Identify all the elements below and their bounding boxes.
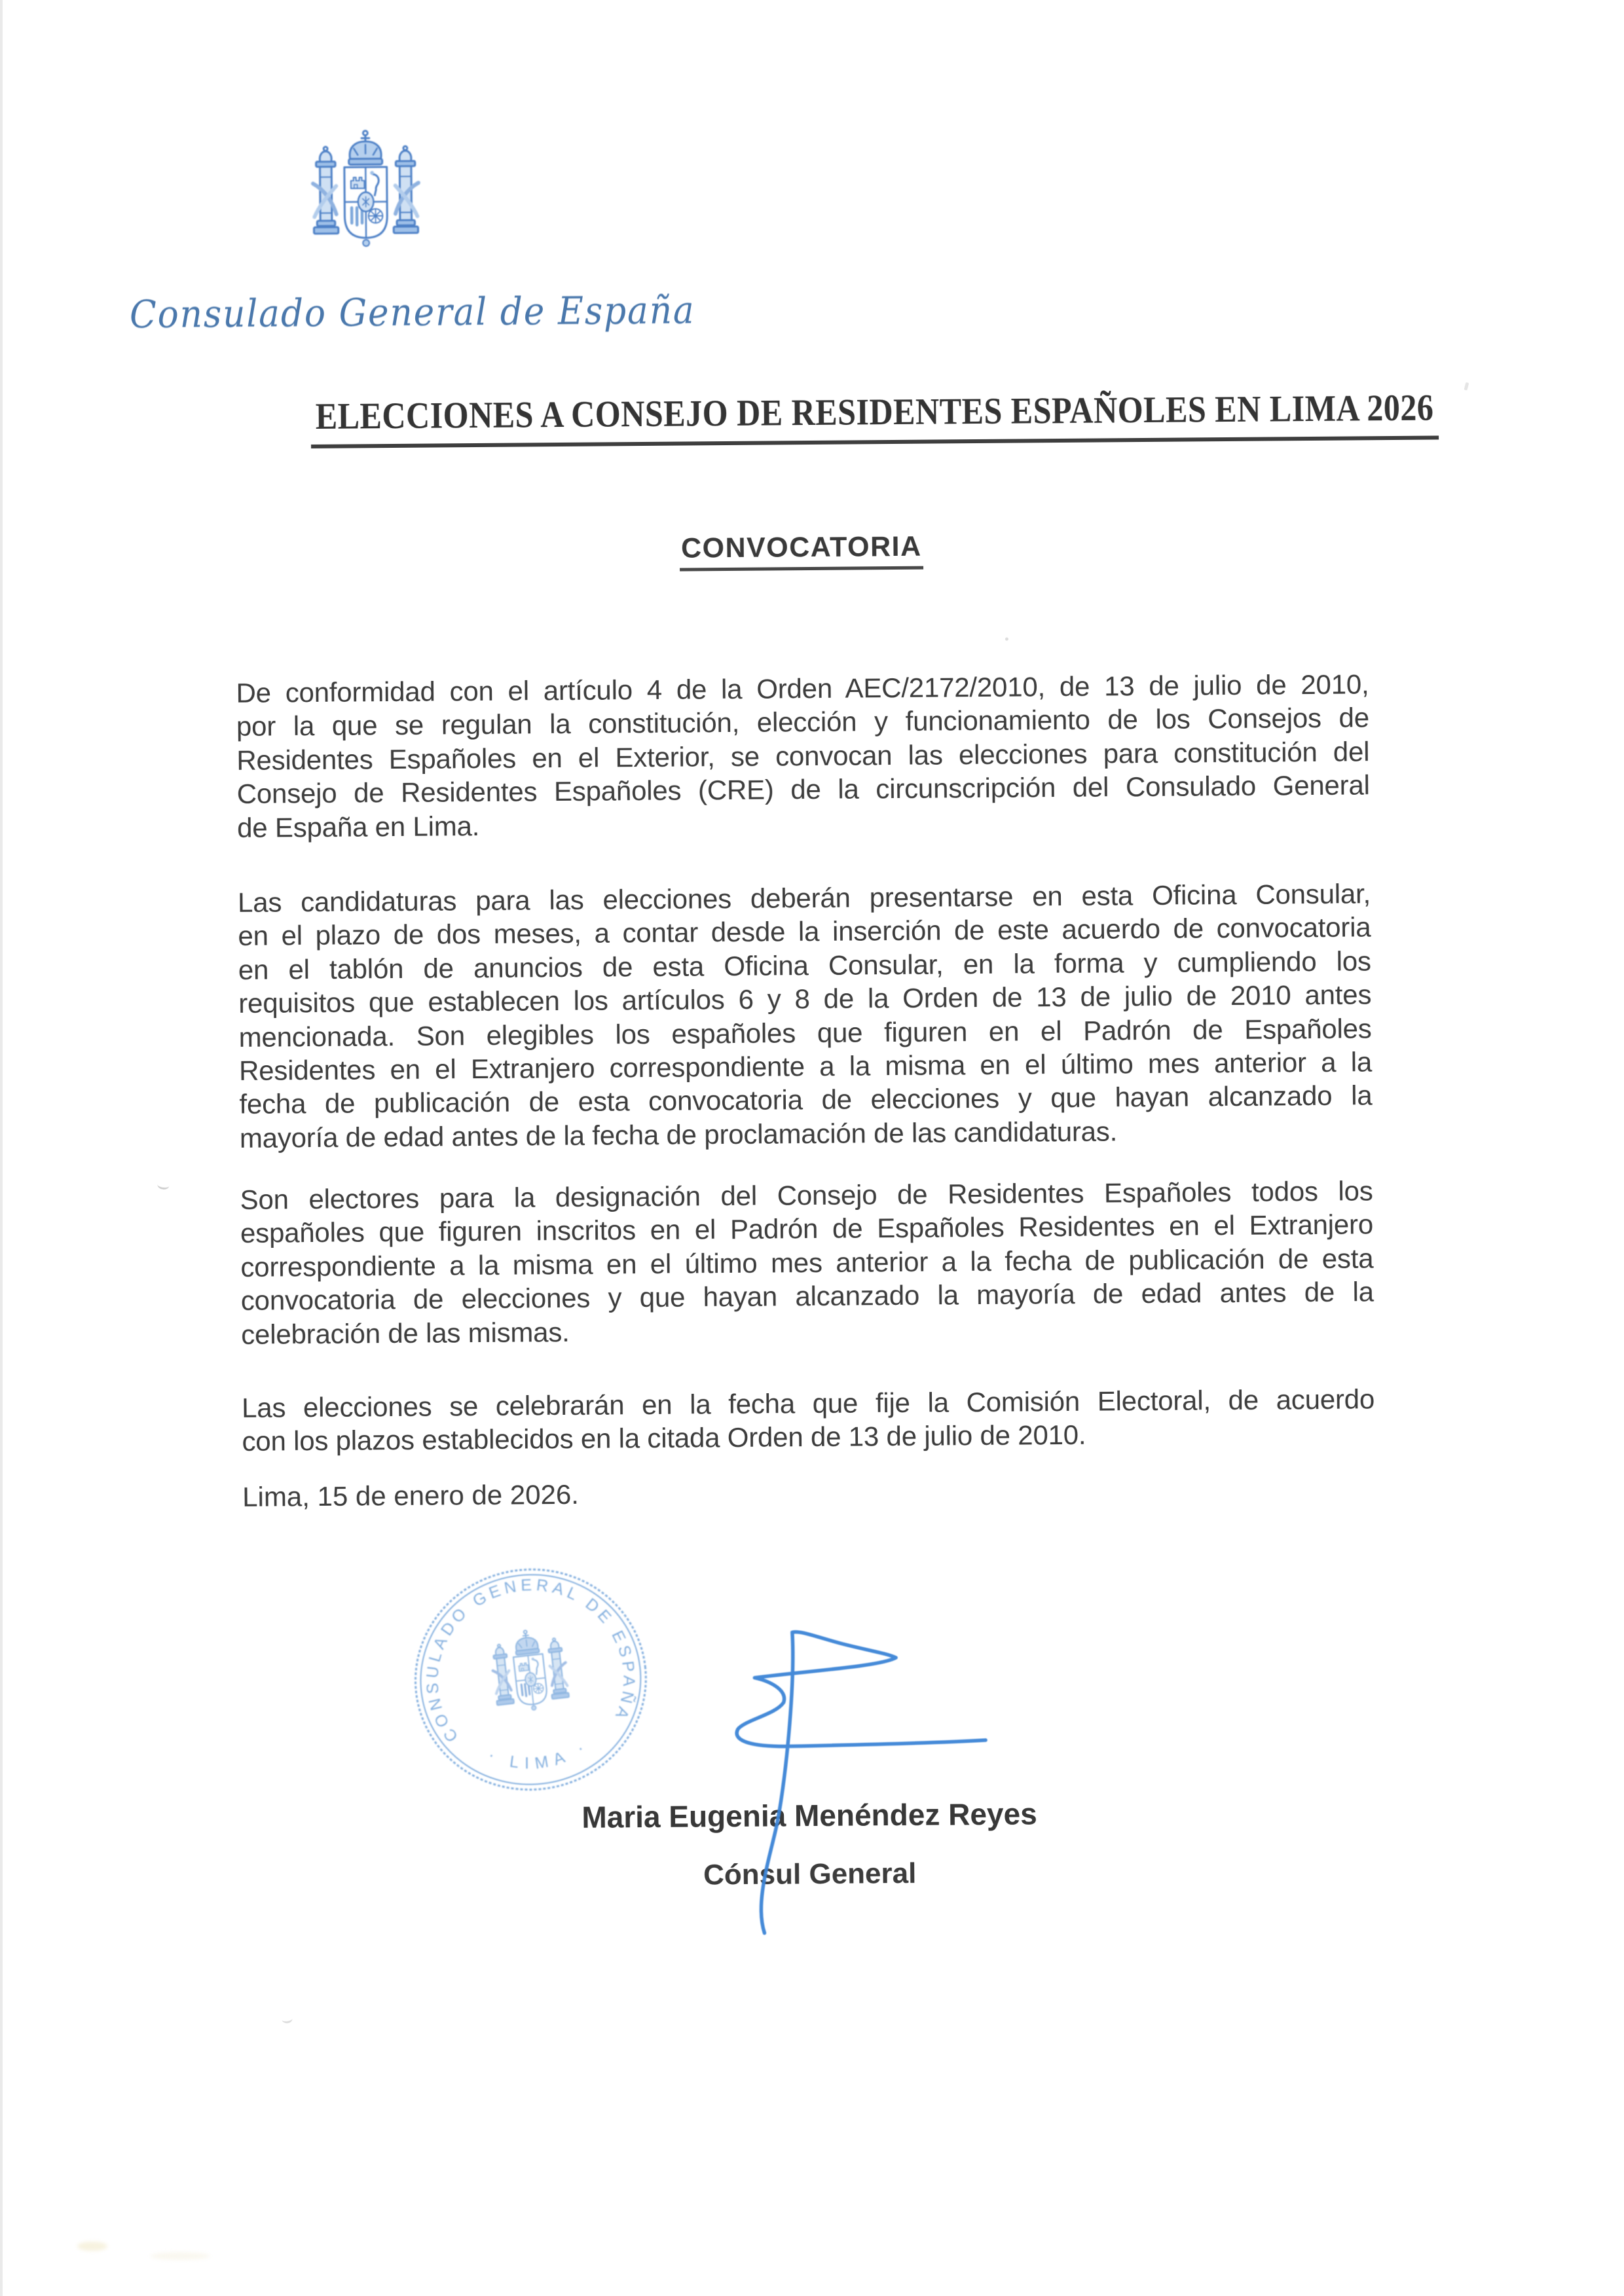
scan-artifact <box>157 1180 170 1190</box>
stamp-ring-text: CONSULADO GENERAL DE ESPAÑA <box>423 1576 638 1745</box>
signer-role: Cónsul General <box>703 1857 917 1891</box>
text-line: Residentes Españoles en el Exterior, se convocan las elecciones para constitución del <box>236 736 1370 776</box>
paragraph-fecha-elecciones <box>242 1382 1375 1458</box>
text-line: por la que se regulan la constitución, elección y funcionamiento de los Consejos de <box>236 702 1370 742</box>
signature-scribble-icon <box>711 1609 1094 1952</box>
text-line: de España en Lima. <box>236 810 480 843</box>
text-line: celebración de las mismas. <box>241 1316 570 1350</box>
text-line: con los plazos establecidos en la citada Orden de 13 de julio de 2010. <box>242 1419 1086 1457</box>
text-line: en el plazo de dos meses, a contar desde la inserción de este acuerdo de convocatoria <box>238 911 1371 952</box>
scan-artifact <box>1005 638 1008 641</box>
text-line: correspondiente a la misma en el último mes anterior a la fecha de publicación de esta <box>240 1243 1374 1283</box>
text-line: requisitos que establecen los artículos 6 y 8 de la Orden de 13 de julio de 2010 antes <box>238 979 1372 1019</box>
stamp-bottom-text-container <box>484 1734 595 1778</box>
consular-stamp-icon <box>399 1553 662 1806</box>
text-line: convocatoria de elecciones y que hayan alcanzado la mayoría de edad antes de la <box>240 1276 1374 1317</box>
paragraph-candidaturas <box>238 877 1373 1155</box>
stamp-crest-icon <box>489 1626 570 1714</box>
text-line: Son electores para la designación del Consejo de Residentes Españoles todos los <box>240 1175 1373 1215</box>
signer-name: Maria Eugenia Menéndez Reyes <box>581 1796 1037 1834</box>
text-line: fecha de publicación de esta convocatoria de elecciones y que hayan alcanzado la <box>239 1080 1373 1120</box>
scan-artifact <box>282 2014 293 2024</box>
text-line: Las candidaturas para las elecciones deberán presentarse en esta Oficina Consular, <box>237 878 1371 918</box>
doc-subtitle: CONVOCATORIA <box>680 531 923 572</box>
spain-coat-of-arms-icon <box>295 126 437 275</box>
subtitle-row <box>235 527 1368 575</box>
stamp-bottom-text: · LIMA · <box>485 1735 593 1773</box>
text-line: mencionada. Son elegibles los españoles que figuren en el Padrón de Españoles <box>238 1012 1372 1053</box>
text-line: De conformidad con el artículo 4 de la Orden AEC/2172/2010, de 13 de julio de 2010, <box>236 668 1369 708</box>
dateline: Lima, 15 de enero de 2026. <box>242 1478 580 1512</box>
text-line: Residentes en el Extranjero correspondiente a la misma en el último mes anterior a la <box>238 1046 1373 1086</box>
org-name-script: Consulado General de España <box>129 287 695 337</box>
text-line: mayoría de edad antes de la fecha de proclamación de las candidaturas. <box>239 1116 1118 1154</box>
paragraph-legal-basis <box>236 667 1370 845</box>
text-line: Las elecciones se celebrarán en la fecha que fije la Comisión Electoral, de acuerdo <box>241 1383 1375 1423</box>
text-line: en el tablón de anuncios de esta Oficina Consular, en la forma y cumpliendo los <box>238 945 1371 985</box>
scan-artifact <box>1464 382 1469 391</box>
doc-title: ELECCIONES A CONSEJO DE RESIDENTES ESPAÑOLES EN LIMA 2026 <box>310 386 1438 448</box>
title-row <box>234 387 1434 449</box>
paragraph-electores <box>240 1174 1374 1351</box>
text-line: españoles que figuren inscritos en el Padrón de Españoles Residentes en el Extranjero <box>240 1209 1374 1249</box>
text-line: Consejo de Residentes Españoles (CRE) de la circunscripción del Consulado General <box>236 769 1370 810</box>
